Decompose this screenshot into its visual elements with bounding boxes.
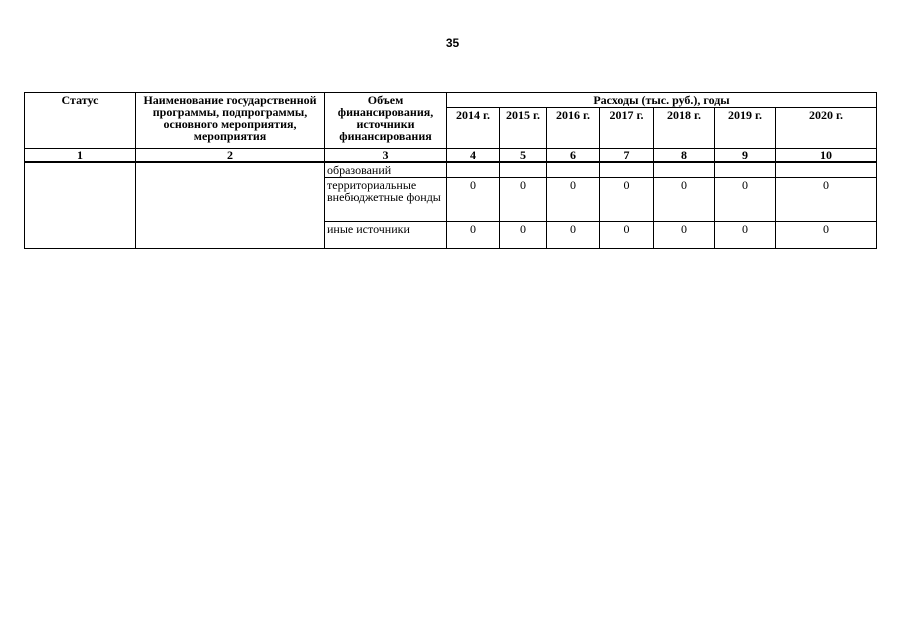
value-cell: 0 <box>776 178 877 222</box>
header-year-2018: 2018 г. <box>654 108 715 149</box>
column-number: 5 <box>500 149 547 163</box>
header-year-2019: 2019 г. <box>715 108 776 149</box>
header-year-2015: 2015 г. <box>500 108 547 149</box>
value-cell: 0 <box>715 222 776 249</box>
column-number: 4 <box>447 149 500 163</box>
column-number: 9 <box>715 149 776 163</box>
header-funding: Объем финансирования, источники финансирования <box>325 93 447 149</box>
header-year-2016: 2016 г. <box>547 108 600 149</box>
value-cell: 0 <box>715 178 776 222</box>
column-number: 1 <box>25 149 136 163</box>
value-cell: 0 <box>500 178 547 222</box>
source-cell: территориальные внебюджетные фонды <box>325 178 447 222</box>
column-numbers-row <box>25 149 877 163</box>
column-number: 10 <box>776 149 877 163</box>
value-cell <box>654 162 715 178</box>
value-cell <box>715 162 776 178</box>
column-number: 8 <box>654 149 715 163</box>
value-cell: 0 <box>547 178 600 222</box>
column-number: 7 <box>600 149 654 163</box>
column-number: 2 <box>136 149 325 163</box>
header-expenses: Расходы (тыс. руб.), годы <box>447 93 877 108</box>
value-cell: 0 <box>447 222 500 249</box>
value-cell: 0 <box>600 178 654 222</box>
value-cell: 0 <box>654 178 715 222</box>
table-row <box>25 162 877 178</box>
status-cell <box>25 162 136 249</box>
header-status: Статус <box>25 93 136 149</box>
value-cell: 0 <box>600 222 654 249</box>
header-name: Наименование государственной программы, подпрограммы, основного мероприятия, мероприятия <box>136 93 325 149</box>
value-cell: 0 <box>654 222 715 249</box>
source-cell: иные источники <box>325 222 447 249</box>
page-number: 35 <box>445 36 460 50</box>
column-number: 6 <box>547 149 600 163</box>
value-cell <box>500 162 547 178</box>
value-cell: 0 <box>547 222 600 249</box>
value-cell <box>776 162 877 178</box>
expenses-table <box>24 92 877 249</box>
value-cell <box>600 162 654 178</box>
column-number: 3 <box>325 149 447 163</box>
header-year-2014: 2014 г. <box>447 108 500 149</box>
value-cell <box>447 162 500 178</box>
source-cell: образований <box>325 162 447 178</box>
value-cell <box>547 162 600 178</box>
name-cell <box>136 162 325 249</box>
value-cell: 0 <box>776 222 877 249</box>
header-year-2020: 2020 г. <box>776 108 877 149</box>
header-year-2017: 2017 г. <box>600 108 654 149</box>
value-cell: 0 <box>447 178 500 222</box>
value-cell: 0 <box>500 222 547 249</box>
